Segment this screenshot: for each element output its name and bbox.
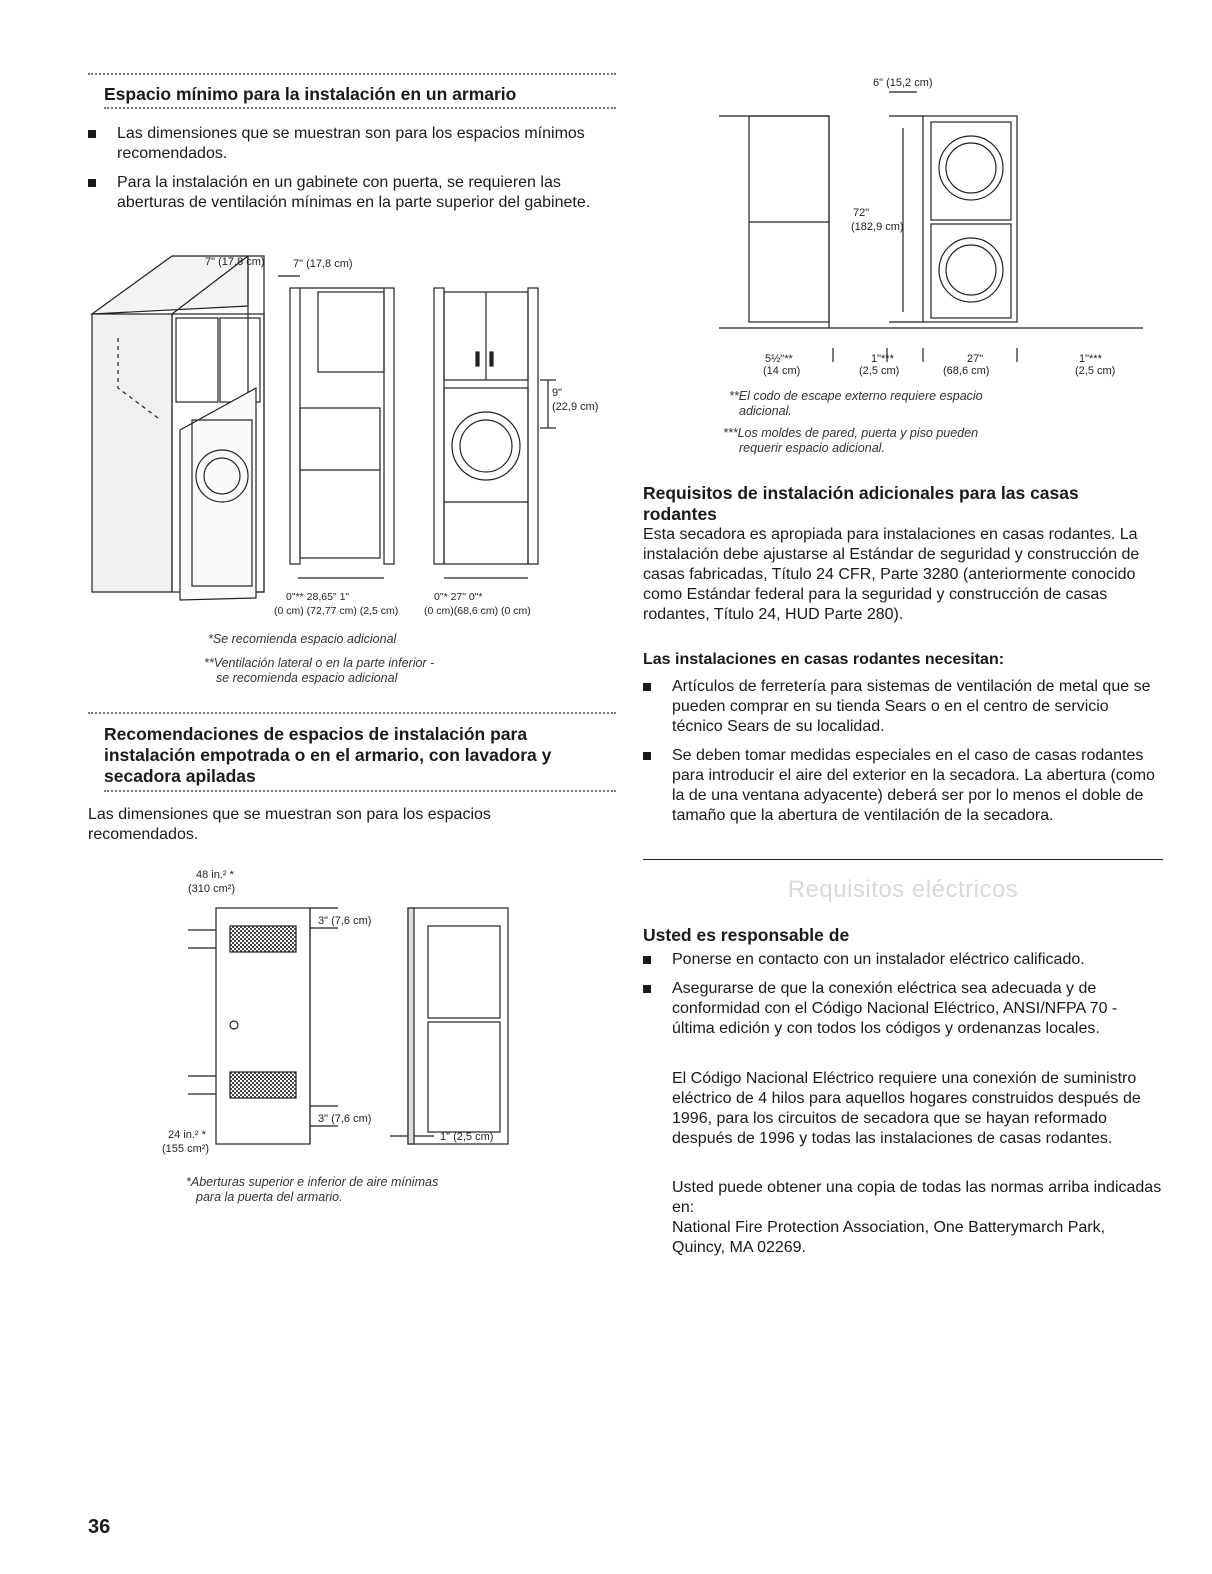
list-item: Ponerse en contacto con un instalador eléctrico calificado. [643,950,1159,970]
section-divider [88,73,616,75]
closet-installation-diagram [88,248,616,626]
dim-label: (182,9 cm) [851,221,904,233]
electrical-section-title: Requisitos eléctricos [787,876,1019,903]
side-upper-cabinet [318,292,384,372]
stacked-fig-note: requerir espacio adicional. [739,441,885,455]
dim-label: (2,5 cm) [859,365,900,377]
electrical-para: Usted puede obtener una copia de todas las normas arriba indicadas en: [672,1179,1162,1216]
stacked-title-line: Recomendaciones de espacios de instalación para [104,724,528,744]
cabinet-left-side [92,314,172,592]
stacked-fig-note: adicional. [739,404,792,418]
section-divider [104,107,616,109]
dim-label: 7" (17,8 cm) [205,256,265,268]
dim-label: 1"*** [871,353,894,365]
upper-door-left [176,318,218,402]
side-wall-left [290,288,300,564]
front-dryer-door [452,412,520,480]
stacked-unit-frame [923,116,1017,322]
dim-label: (2,5 cm) [1075,365,1116,377]
dim-label: 6" (15,2 cm) [873,77,933,89]
mobile-home-need-title: Las instalaciones en casas rodantes necesitan: [643,651,1005,668]
dim-label: 3" (7,6 cm) [318,1113,372,1125]
section-divider [104,790,616,792]
dim-label: 1"*** [1079,353,1102,365]
stacked-note: *Aberturas superior e inferior de aire mínimas [186,1175,439,1189]
top-vent [230,926,296,952]
stacked-title-line: instalación empotrada o en el armario, con lavadora y [104,745,552,765]
dim-label: 3" (7,6 cm) [318,915,372,927]
list-item: Las dimensiones que se muestran son para los espacios mínimos recomendados. [88,124,603,164]
stacked-intro: Las dimensiones que se muestran son para los espacios recomendados. [88,806,491,843]
dim-label: (310 cm²) [188,883,236,895]
list-item: Artículos de ferretería para sistemas de ventilación de metal que se pueden comprar en su tienda Sears o en el centro de servicio técnico Sears de su localidad. [643,677,1159,737]
stacked-title [104,724,551,787]
list-item: Se deben tomar medidas especiales en el caso de casas rodantes para introducir el aire del exterior en la secadora. La abertura (como la de una ventana adyacente) deberá ser por lo menos el doble de tamaño que la abertura de ventilación de la secadora. [643,746,1159,826]
list-item: Asegurarse de que la conexión eléctrica sea adecuada y de conformidad con el Código Nacional Eléctrico, ANSI/NFPA 70 - última edición y con todos los códigos y ordenanzas locales. [643,979,1159,1039]
section-divider [88,712,616,714]
section-divider [643,859,1163,860]
stacked-fig-note: ***Los moldes de pared, puerta y piso pueden [723,426,979,440]
address-line: National Fire Protection Association, One Batterymarch Park, [672,1219,1106,1236]
closet-wall [749,116,829,322]
page-number: 36 [88,1516,111,1538]
electrical-bullets [643,950,1159,1048]
dim-label: 48 in.² * [196,869,234,881]
dim-label: (0 cm) (72,77 cm) (2,5 cm) [274,605,399,617]
dim-label: 24 in.² * [168,1129,206,1141]
front-wall-right [528,288,538,564]
dim-label: 0"* 27" 0"* [434,591,483,603]
dim-label: 9" [552,387,563,399]
side-wall-right [384,288,394,564]
dim-label: 27" [967,353,984,365]
dim-label: 7" (17,8 cm) [293,258,353,270]
dim-label: (155 cm²) [162,1143,210,1155]
dim-label: 1" (2,5 cm) [440,1131,494,1143]
dim-label: 0"** 28,65" 1" [286,591,350,603]
closet-min-bullets [88,124,603,222]
stacked-installation-diagram [703,72,1163,378]
mobile-home-body: Esta secadora es apropiada para instalaciones en casas rodantes. La instalación debe ajustarse al Estándar de seguridad y construcción de casas fabricadas, Título 24 CFR, Parte 3280 (anteriormente conocido como Estándar federal para la seguridad y construcción de casas rodantes, Título 24, HUD Parte 280). [643,526,1140,623]
dim-label: 5½"** [765,353,793,365]
mobile-home-title: Requisitos de instalación adicionales para las casas rodantes [643,483,1079,524]
electrical-para: El Código Nacional Eléctrico requiere una conexión de suministro eléctrico de 4 hilos para aquellos hogares construidos después de 1996, para los circuitos de secadora que se hayan reformado después de 1996 y todas las instalaciones de casas rodantes. [672,1070,1141,1147]
side-cabinet [408,908,508,1144]
bottom-vent [230,1072,296,1098]
front-dryer [444,388,528,564]
closet-door-vent-diagram [162,862,608,1174]
closet-note: **Ventilación lateral o en la parte inferior - [204,656,435,670]
stacked-note: para la puerta del armario. [196,1190,343,1204]
responsibility-title: Usted es responsable de [643,925,850,945]
closet-note: *Se recomienda espacio adicional [208,632,397,646]
dim-label: 72" [853,207,870,219]
front-wall-left [434,288,444,564]
closet-min-title: Espacio mínimo para la instalación en un armario [104,84,517,104]
side-dryer [300,408,380,558]
stacked-title-line: secadora apiladas [104,766,256,786]
address-line: Quincy, MA 02269. [672,1239,806,1256]
dim-label: (22,9 cm) [552,401,599,413]
list-item: Para la instalación en un gabinete con puerta, se requieren las aberturas de ventilación mínimas en la parte superior del gabinete. [88,173,603,213]
stacked-fig-note: **El codo de escape externo requiere espacio [729,389,983,403]
dim-label: (0 cm)(68,6 cm) (0 cm) [424,605,531,617]
dim-label: (68,6 cm) [943,365,990,377]
dim-label: (14 cm) [763,365,801,377]
mobile-home-bullets [643,677,1159,835]
closet-note: se recomienda espacio adicional [216,671,398,685]
